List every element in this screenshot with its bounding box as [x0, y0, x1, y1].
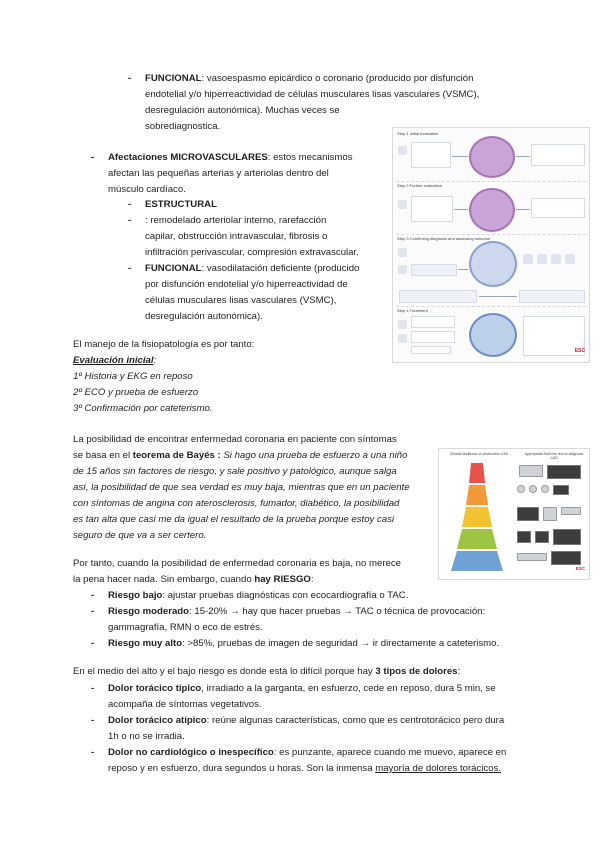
riesgo-line2	[73, 572, 314, 588]
fig1-arrow	[454, 209, 468, 210]
pyramid-level-low	[457, 529, 497, 549]
micro-funcional-line4: desregulación autonómica).	[145, 311, 263, 322]
fig1-step1-circle	[469, 136, 515, 178]
micro-line2: afectan las pequeñas arterias y arteriolas dentro del	[108, 168, 329, 179]
fig1-icon	[398, 248, 407, 257]
fig2-test-thumb	[517, 507, 539, 521]
estructural-line2: capilar, obstrucción intravascular, fibrosis o	[145, 231, 328, 242]
bayes-line3: de 15 años sin factores de riesgo, y sale positivo y patológico, aunque salga	[73, 466, 397, 477]
riesgo-bajo-text: : ajustar pruebas diagnósticas con ecocardiografía o TAC.	[162, 590, 409, 601]
fig1-icon	[398, 146, 407, 155]
fig1-box	[411, 331, 455, 343]
fig1-arrow	[516, 156, 530, 157]
fig2-esc-logo: ESC	[575, 565, 585, 571]
fig2-test-thumb	[553, 529, 581, 545]
fig2-test-thumb	[553, 485, 569, 495]
bullet-dash: -	[91, 638, 95, 649]
fig1-arrow	[479, 296, 517, 297]
bullet-dash: -	[91, 715, 95, 726]
bullet-dash: -	[128, 73, 132, 84]
funcional-macro-line1	[145, 71, 473, 87]
bayes-line2-a: se basa en el	[73, 450, 133, 461]
dolor-no-cardiologico-line2-a: reposo y en esfuerzo, dura segundos u horas. Son la inmensa	[108, 763, 376, 774]
bayes-line1: La posibilidad de encontrar enfermedad coronaria en paciente con síntomas	[73, 434, 397, 445]
bayes-line7: seguro de que va a ser certero.	[73, 530, 207, 541]
dolores-3-tipos: 3 tipos de dolores	[375, 666, 458, 677]
bullet-dash: -	[128, 263, 132, 274]
riesgo-moderado	[108, 604, 485, 620]
fig1-icon	[398, 334, 407, 343]
evaluacion-step2: 2º ECO y prueba de esfuerzo	[73, 387, 199, 398]
fig1-step1-label: Step 1 Initial evaluation	[397, 131, 439, 136]
fig2-header-left: Clinical likelihood of obstructive CAD	[449, 452, 509, 456]
dolor-atipico-line2: 1h o no se irradia.	[108, 731, 185, 742]
fig2-test-thumb	[517, 485, 525, 493]
dolor-no-cardiologico-text: : es punzante, aparece cuando me muevo, aparece en	[273, 747, 507, 758]
riesgo-bajo-label: Riesgo bajo	[108, 590, 163, 601]
fig1-icon	[398, 200, 407, 209]
fig1-box	[411, 346, 451, 354]
fig1-step4-label: Step 4 Treatment	[397, 308, 428, 313]
micro-funcional-line2: por disfunción endotelial y/o hiperreactividad de	[145, 279, 348, 290]
estructural-line1: : remodelado arteriolar interno, rarefacción	[145, 215, 327, 226]
pyramid-level-very-high	[469, 463, 485, 483]
bullet-dash: -	[91, 747, 95, 758]
fig1-esc-logo: ESC	[574, 347, 585, 354]
riesgo-moderado-text: : 15-20% → hay que hacer pruebas → TAC o técnica de provocación:	[189, 606, 486, 617]
fig1-box	[531, 144, 585, 166]
dolor-tipico	[108, 681, 496, 697]
dolor-no-cardiologico	[108, 745, 506, 761]
dolor-no-cardiologico-line2	[108, 761, 501, 777]
fig2-pyramid	[449, 463, 505, 571]
riesgo-alto-text: : >85%, pruebas de imagen de seguridad → ir directamente a cateterismo.	[182, 638, 500, 649]
fig1-arrow	[452, 156, 468, 157]
fig1-arrow	[516, 209, 530, 210]
estructural-line3: infiltración perivascular, compresión extravascular.	[145, 247, 359, 258]
fig2-test-thumb	[529, 485, 537, 493]
bullet-dash: -	[91, 606, 95, 617]
fig2-test-thumb	[517, 553, 547, 561]
riesgo-alto	[108, 636, 499, 652]
funcional-macro-line3: desregulación autonómica). Muchas veces se	[145, 105, 340, 116]
bullet-dash: -	[91, 683, 95, 694]
fig1-step3-circle	[469, 241, 517, 287]
fig1-step3-label: Step 3 Confirming diagnosis and assessing outcome	[397, 236, 491, 241]
micro-funcional-line1	[145, 261, 359, 277]
mayoria-dolores-toracicos: mayoría de dolores torácicos	[375, 763, 499, 774]
fig1-icon	[398, 320, 407, 329]
dolor-tipico-text: , irradiado a la garganta, en esfuerzo, cede en reposo, dura 5 min, se	[201, 683, 496, 694]
pyramid-level-intermediate	[462, 507, 492, 527]
fig2-test-thumb	[561, 507, 581, 515]
fig1-icon	[565, 254, 575, 264]
fig1-box	[519, 290, 585, 303]
evaluacion-title-line	[73, 353, 156, 369]
pyramid-level-high	[466, 485, 488, 505]
diagnostic-steps-figure	[392, 127, 590, 363]
micro-funcional-line3: células musculares lisas vasculares (VSMC),	[145, 295, 337, 306]
riesgo-line2-a: la pena hacer nada. Sin embargo, cuando	[73, 574, 255, 585]
funcional-macro-line4: sobrediagnostica.	[145, 121, 221, 132]
funcional-macro-line2: endotelial y/o hiperreactividad de células musculares lisas vasculares (VSMC),	[145, 89, 480, 100]
dolores-intro	[73, 664, 460, 680]
fig1-box	[411, 142, 451, 168]
fig1-box	[399, 290, 477, 303]
evaluacion-title: Evaluación inicial	[73, 355, 154, 366]
evaluacion-step3: 3º Confirmación por cateterismo.	[73, 403, 213, 414]
fig2-test-thumb	[541, 485, 549, 493]
riesgo-bajo	[108, 588, 408, 604]
micro-text: : estos mecanismos	[267, 152, 353, 163]
fig1-box	[411, 316, 455, 328]
bayes-line6: es tan alta que casi me da igual el resultado de la prueba porque estoy casi	[73, 514, 395, 525]
evaluacion-colon: :	[153, 355, 157, 366]
fig1-step4-circle	[469, 313, 517, 357]
dolores-intro-c: :	[457, 666, 461, 677]
funcional-label: FUNCIONAL	[145, 73, 202, 84]
micro-label: Afectaciones MICROVASCULARES	[108, 152, 268, 163]
fig1-divider	[396, 181, 586, 182]
riesgo-line2-c: :	[310, 574, 314, 585]
bayes-line5: con síntomas de angina con aterosclerosis, fumador, diabético, la posibilidad	[73, 498, 400, 509]
dolor-tipico-label: Dolor torácico típico	[108, 683, 202, 694]
fig2-test-thumb	[535, 531, 549, 543]
fig1-icon	[523, 254, 533, 264]
micro-line3: músculo cardíaco.	[108, 184, 186, 195]
dolor-atipico-text: : reúne algunas características, como que es centrotorácico pero dura	[206, 715, 505, 726]
bullet-dash: -	[91, 590, 95, 601]
dolor-atipico-label: Dolor torácico atípico	[108, 715, 207, 726]
riesgo-line1: Por tanto, cuando la posibilidad de enfermedad coronaria es baja, no merece	[73, 558, 401, 569]
evaluacion-step1: 1º Historia y EKG en reposo	[73, 371, 193, 382]
fig1-arrow	[458, 269, 468, 270]
fig1-step2-circle	[469, 188, 515, 232]
riesgo-moderado-label: Riesgo moderado	[108, 606, 190, 617]
fig1-box	[531, 198, 585, 218]
fig1-divider	[396, 306, 586, 307]
bayes-line2-c: Si hago una prueba de esfuerzo a una niño	[220, 450, 408, 461]
pyramid-level-very-low	[451, 551, 503, 571]
dolores-intro-a: En el medio del alto y el bajo riesgo es donde está lo difícil porque hay	[73, 666, 376, 677]
fig1-icon	[551, 254, 561, 264]
fig2-test-thumb	[519, 465, 543, 477]
funcional-text: : vasoespasmo epicárdico o coronario (producido por disfunción	[201, 73, 474, 84]
bayes-line2	[73, 448, 407, 464]
fig2-test-thumb	[517, 531, 531, 543]
bullet-dash: -	[128, 215, 132, 226]
dolor-no-cardiologico-label: Dolor no cardiológico o inespecífico	[108, 747, 274, 758]
fig1-box	[411, 264, 457, 276]
bullet-dash: -	[128, 199, 132, 210]
bullet-dash: -	[91, 152, 95, 163]
riesgo-alto-label: Riesgo muy alto	[108, 638, 183, 649]
fig2-header-right: Appropriate first-line test to diagnose CAD	[524, 452, 584, 461]
micro-funcional-label: FUNCIONAL	[145, 263, 202, 274]
fig1-box	[411, 196, 453, 222]
fig1-icon	[537, 254, 547, 264]
micro-line1	[108, 150, 353, 166]
estructural-label: ESTRUCTURAL	[145, 199, 217, 210]
dolor-tipico-line2: acompaña de síntomas vegetativos.	[108, 699, 262, 710]
fig2-test-thumb	[547, 465, 581, 479]
dolor-atipico	[108, 713, 504, 729]
fig2-test-thumb	[543, 507, 557, 521]
fig1-step2-label: Step 2 Further evaluation	[397, 183, 442, 188]
riesgo-hay-riesgo: hay RIESGO	[254, 574, 311, 585]
dolor-no-cardiologico-period: .	[498, 763, 502, 774]
bayes-line4: así, la posibilidad de que sea verdad es muy baja, mientras que en un paciente	[73, 482, 410, 493]
likelihood-pyramid-figure	[438, 448, 590, 580]
bayes-teorema: teorema de Bayés :	[132, 450, 221, 461]
fig1-icon	[398, 265, 407, 274]
evaluacion-intro: El manejo de la fisiopatología es por tanto:	[73, 339, 255, 350]
micro-funcional-text: : vasodilatación deficiente (producido	[201, 263, 360, 274]
riesgo-moderado-line2: gammagrafía, RMN o eco de estrés.	[108, 622, 263, 633]
fig1-divider	[396, 234, 586, 235]
